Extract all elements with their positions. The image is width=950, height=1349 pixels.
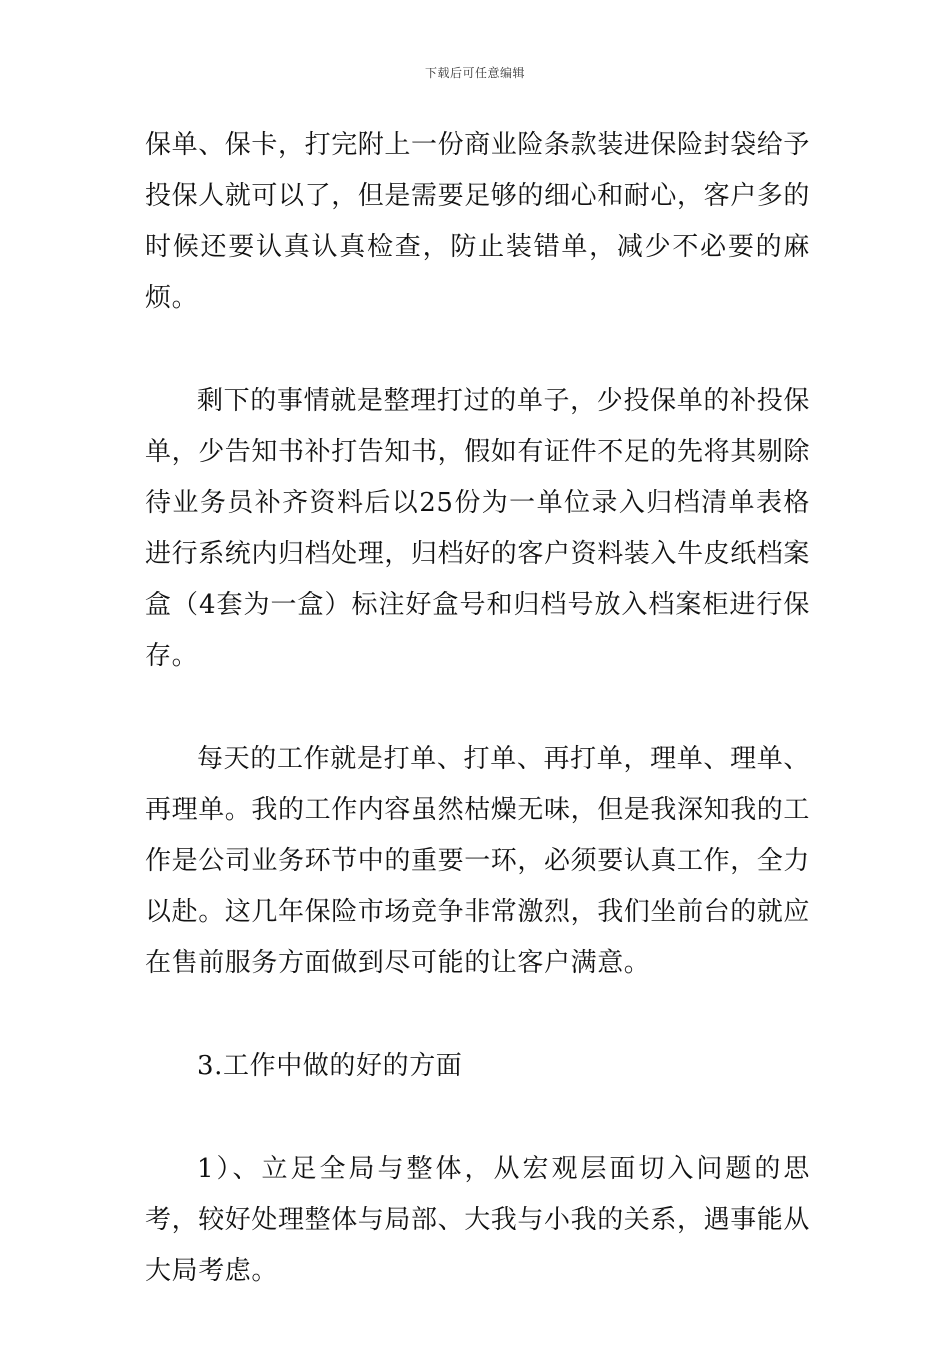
section-heading: 3.工作中做的好的方面 — [197, 1051, 463, 1081]
paragraph-filing: 剩下的事情就是整理打过的单子，少投保单的补投保单，少告知书补打告知书，假如有证件不足的先将其剔除待业务员补齐资料后以25份为一单位录入归档清单表格进行系统内归档处理，归档好的客户资料装入牛皮纸档案盒（4套为一盒）标注好盒号和归档号放入档案柜进行保存。 — [145, 386, 811, 671]
paragraph-daily-work: 每天的工作就是打单、打单、再打单，理单、理单、再理单。我的工作内容虽然枯燥无味，但是我深知我的工作是公司业务环节中的重要一环，必须要认真工作，全力以赴。这几年保险市场竞争非常激烈，我们坐前台的就应在售前服务方面做到尽可能的让客户满意。 — [145, 744, 811, 978]
paragraph-continuation: 保单、保卡，打完附上一份商业险条款装进保险封袋给予投保人就可以了，但是需要足够的细心和耐心，客户多的时候还要认真认真检查，防止装错单，减少不必要的麻烦。 — [145, 130, 811, 313]
document-body — [145, 120, 810, 1349]
paragraph-point-1: 1）、立足全局与整体，从宏观层面切入问题的思考，较好处理整体与局部、大我与小我的关系，遇事能从大局考虑。 — [145, 1154, 811, 1286]
page-header: 下载后可任意编辑 — [424, 66, 525, 80]
